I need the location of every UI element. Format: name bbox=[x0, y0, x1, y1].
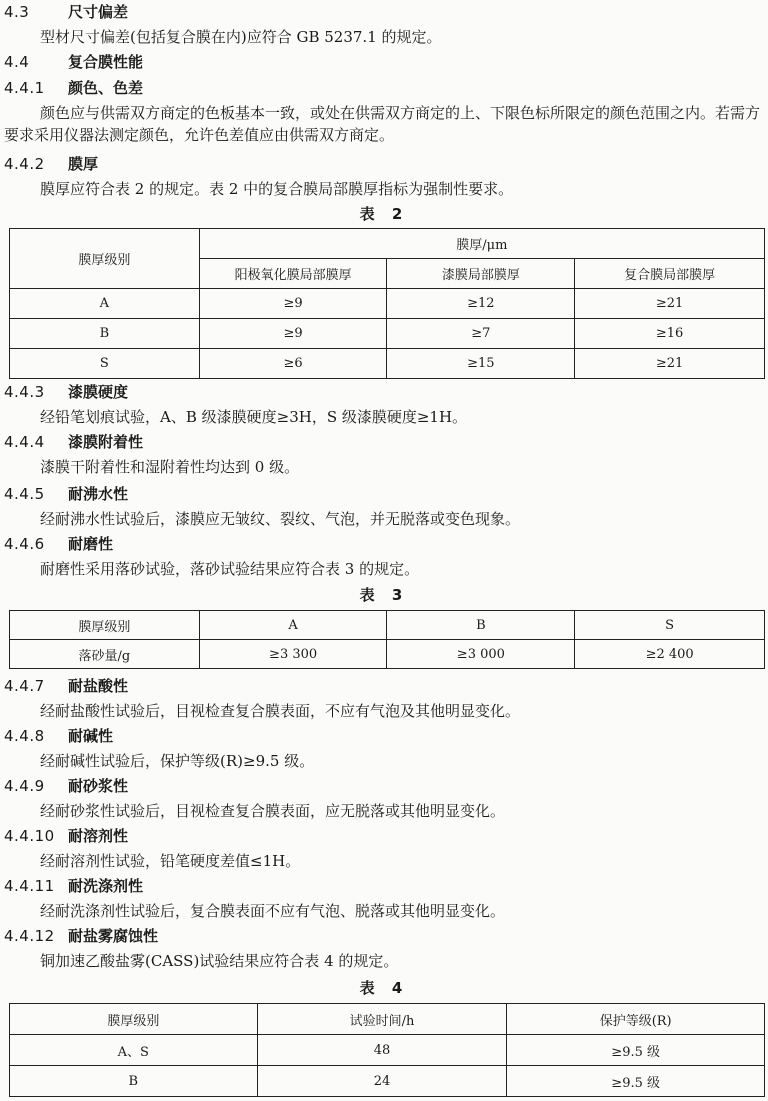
table3-header: B bbox=[387, 611, 575, 640]
section-heading-4-3: 4.3 尺寸偏差 bbox=[4, 3, 129, 21]
table3-caption: 表 3 bbox=[359, 586, 409, 604]
table-cell: ≥9 bbox=[199, 289, 387, 319]
table-cell: ≥6 bbox=[199, 349, 387, 379]
section-text-4-4-6: 耐磨性采用落砂试验，落砂试验结果应符合表 3 的规定。 bbox=[40, 560, 420, 578]
table-3 bbox=[9, 610, 765, 669]
table-cell: B bbox=[10, 319, 200, 349]
section-heading-4-4-4: 4.4.4 漆膜附着性 bbox=[4, 433, 144, 451]
table-cell: ≥3 000 bbox=[387, 640, 575, 669]
table-cell: B bbox=[10, 1066, 258, 1097]
table-cell: 48 bbox=[257, 1035, 507, 1066]
section-text-4-4-4: 漆膜干附着性和湿附着性均达到 0 级。 bbox=[40, 458, 300, 476]
section-text-4-4-5: 经耐沸水性试验后，漆膜应无皱纹、裂纹、气泡，并无脱落或变色现象。 bbox=[40, 510, 521, 528]
table3-header: A bbox=[199, 611, 387, 640]
section-heading-4-4-3: 4.4.3 漆膜硬度 bbox=[4, 383, 129, 401]
section-text-4-4-7: 经耐盐酸性试验后，目视检查复合膜表面，不应有气泡及其他明显变化。 bbox=[40, 702, 521, 720]
table-cell: ≥9.5 级 bbox=[507, 1066, 765, 1097]
table-row bbox=[10, 640, 765, 669]
table-cell: ≥3 300 bbox=[199, 640, 387, 669]
section-heading-4-4-5: 4.4.5 耐沸水性 bbox=[4, 485, 129, 503]
table3-header: 膜厚级别 bbox=[10, 611, 200, 640]
table-cell: ≥21 bbox=[575, 289, 765, 319]
table-row bbox=[10, 1035, 765, 1066]
table-row bbox=[10, 1066, 765, 1097]
table-cell: ≥12 bbox=[387, 289, 575, 319]
table-cell: ≥9.5 级 bbox=[507, 1035, 765, 1066]
section-heading-4-4-2: 4.4.2 膜厚 bbox=[4, 155, 99, 173]
table-cell: A、S bbox=[10, 1035, 258, 1066]
table4-header: 保护等级(R) bbox=[507, 1004, 765, 1035]
section-text-4-4-2: 膜厚应符合表 2 的规定。表 2 中的复合膜局部膜厚指标为强制性要求。 bbox=[40, 180, 514, 198]
table2-column-header: 漆膜局部膜厚 bbox=[387, 259, 575, 289]
table-cell: ≥7 bbox=[387, 319, 575, 349]
table-cell: 落砂量/g bbox=[10, 640, 200, 669]
table4-header: 试验时间/h bbox=[257, 1004, 507, 1035]
table-row bbox=[10, 319, 765, 349]
section-text-4-4-12: 铜加速乙酸盐雾(CASS)试验结果应符合表 4 的规定。 bbox=[40, 952, 399, 970]
table2-row-header: 膜厚级别 bbox=[10, 229, 200, 289]
table3-header: S bbox=[575, 611, 765, 640]
section-text-4-4-9: 经耐砂浆性试验后，目视检查复合膜表面，应无脱落或其他明显变化。 bbox=[40, 802, 506, 820]
section-heading-4-4-7: 4.4.7 耐盐酸性 bbox=[4, 677, 129, 695]
table-cell: ≥21 bbox=[575, 349, 765, 379]
section-text-4-4-11: 经耐洗涤剂性试验后，复合膜表面不应有气泡、脱落或其他明显变化。 bbox=[40, 902, 506, 920]
table4-caption: 表 4 bbox=[359, 979, 409, 997]
table-row bbox=[10, 611, 765, 640]
table-cell: S bbox=[10, 349, 200, 379]
section-text-4-4-3: 经铅笔划痕试验，A、B 级漆膜硬度≥3H，S 级漆膜硬度≥1H。 bbox=[40, 408, 468, 426]
section-text-4-3: 型材尺寸偏差(包括复合膜在内)应符合 GB 5237.1 的规定。 bbox=[40, 28, 442, 46]
section-heading-4-4-9: 4.4.9 耐砂浆性 bbox=[4, 777, 129, 795]
table-cell: ≥15 bbox=[387, 349, 575, 379]
table2-column-header: 复合膜局部膜厚 bbox=[575, 259, 765, 289]
section-heading-4-4-11: 4.4.11 耐洗涤剂性 bbox=[4, 877, 144, 895]
table-row bbox=[10, 289, 765, 319]
section-heading-4-4-12: 4.4.12 耐盐雾腐蚀性 bbox=[4, 927, 159, 945]
table-4 bbox=[9, 1003, 765, 1097]
section-text-4-4-8: 经耐碱性试验后，保护等级(R)≥9.5 级。 bbox=[40, 752, 315, 770]
table2-caption: 表 2 bbox=[359, 205, 409, 223]
table-row bbox=[10, 1004, 765, 1035]
section-heading-4-4-8: 4.4.8 耐碱性 bbox=[4, 727, 114, 745]
section-heading-4-4-1: 4.4.1 颜色、色差 bbox=[4, 79, 144, 97]
section-text-4-4-10: 经耐溶剂性试验，铅笔硬度差值≤1H。 bbox=[40, 852, 301, 870]
table-cell: A bbox=[10, 289, 200, 319]
table2-column-header: 阳极氧化膜局部膜厚 bbox=[199, 259, 387, 289]
table-cell: ≥16 bbox=[575, 319, 765, 349]
section-heading-4-4-10: 4.4.10 耐溶剂性 bbox=[4, 827, 129, 845]
table-2 bbox=[9, 228, 765, 379]
section-text-4-4-1: 颜色应与供需双方商定的色板基本一致，或处在供需双方商定的上、下限色标所限定的颜色范围之内。若需方要求采用仪器法测定颜色，允许色差值应由供需双方商定。 bbox=[4, 104, 761, 144]
section-heading-4-4-6: 4.4.6 耐磨性 bbox=[4, 535, 114, 553]
table-cell: ≥2 400 bbox=[575, 640, 765, 669]
table4-header: 膜厚级别 bbox=[10, 1004, 258, 1035]
table-cell: 24 bbox=[257, 1066, 507, 1097]
table-cell: ≥9 bbox=[199, 319, 387, 349]
table2-group-header: 膜厚/μm bbox=[199, 229, 764, 259]
table-row bbox=[10, 349, 765, 379]
section-heading-4-4: 4.4 复合膜性能 bbox=[4, 53, 144, 71]
